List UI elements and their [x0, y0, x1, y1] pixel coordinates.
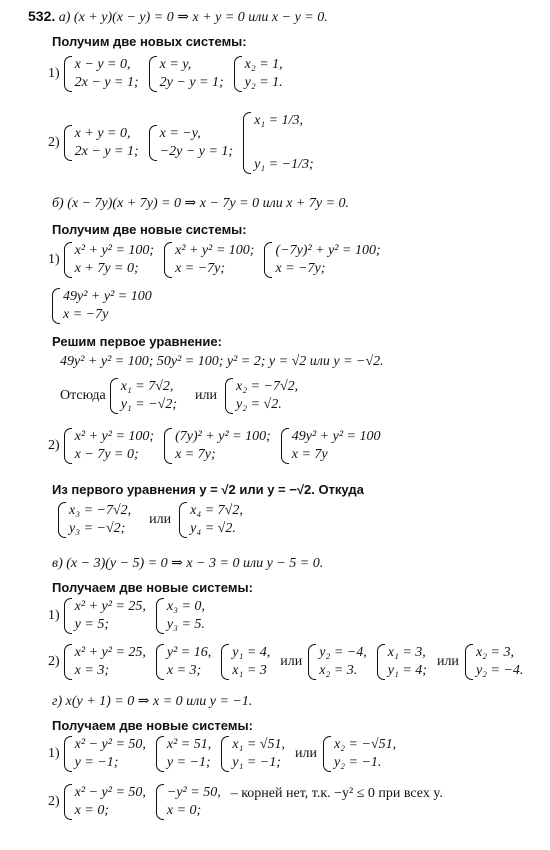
part-a-systems-2: 2) x + y = 0, 2x − y = 1; x = −y, −2y − y = 1; x₁ = 1/3, y₁ = −1/3; — [48, 113, 314, 172]
part-b-header: б) (x − 7y)(x + 7y) = 0 ⇒ x − 7y = 0 или x + 7y = 0. — [52, 196, 350, 211]
system: x² + y² = 100; x + 7y = 0; — [64, 242, 154, 278]
system: x² + y² = 25, y = 5; — [64, 598, 146, 634]
part-a-intro: Получим две новых системы: — [52, 34, 247, 49]
part-b-hence: Отсюда x₁ = 7√2, y₁ = −√2; или x₂ = −7√2, y₂ = √2. — [60, 379, 299, 412]
part-b-solve-line: 49y² + y² = 100; 50y² = 100; y² = 2; y = √2 или y = −√2. — [60, 354, 384, 369]
system: x² − y² = 50, y = −1; — [64, 736, 146, 772]
part-v-intro: Получаем две новые системы: — [52, 580, 253, 595]
system: (−7y)² + y² = 100; x = −7y; — [264, 242, 380, 278]
system: 49y² + y² = 100 x = 7y — [281, 428, 381, 464]
part-a-header: 532. а) (x + y)(x − y) = 0 ⇒ x + y = 0 или x − y = 0. — [28, 8, 328, 25]
problem-number: 532. — [28, 8, 56, 24]
system: x = y, 2y − y = 1; — [149, 56, 224, 92]
part-g-header: г) x(y + 1) = 0 ⇒ x = 0 или y = −1. — [52, 694, 253, 709]
part-g-intro: Получаем две новые системы: — [52, 718, 253, 733]
system: y² = 16, x = 3; — [156, 644, 211, 680]
system: x₂ = 1, y₂ = 1. — [234, 56, 283, 92]
system: x = −y, −2y − y = 1; — [149, 125, 233, 161]
system: x₃ = 0, y₃ = 5. — [156, 598, 205, 634]
system: x₂ = −7√2, y₂ = √2. — [225, 378, 298, 414]
system: x₁ = 7√2, y₁ = −√2; — [110, 378, 177, 414]
part-b-intro: Получим две новые системы: — [52, 222, 247, 237]
part-b-systems-1: 1) x² + y² = 100; x + 7y = 0; x² + y² = 100; x = −7y; (−7y)² + y² = 100; x = −7y; — [48, 243, 381, 276]
part-b-results: x₃ = −7√2, y₃ = −√2; или x₄ = 7√2, y₄ = √2. — [58, 502, 253, 538]
system: x² + y² = 100; x − 7y = 0; — [64, 428, 154, 464]
system: −y² = 50, x = 0; — [156, 784, 221, 820]
part-v-systems-1: 1) x² + y² = 25, y = 5; x₃ = 0, y₃ = 5. — [48, 599, 205, 632]
system: x² + y² = 25, x = 3; — [64, 644, 146, 680]
system: (7y)² + y² = 100; x = 7y; — [164, 428, 271, 464]
part-a-systems-1: 1) x − y = 0, 2x − y = 1; x = y, 2y − y = 1; x₂ = 1, y₂ = 1. — [48, 57, 283, 90]
part-b-from-first: Из первого уравнения y = √2 или y = −√2. Откуда — [52, 482, 364, 497]
no-roots-note: – корней нет, т.к. −y² ≤ 0 при всех y. — [230, 786, 443, 801]
system: 49y² + y² = 100 x = −7y — [52, 288, 152, 324]
system: x² + y² = 100; x = −7y; — [164, 242, 254, 278]
system: x₃ = −7√2, y₃ = −√2; — [58, 502, 131, 538]
part-v-systems-2: 2) x² + y² = 25, x = 3; y² = 16, x = 3; y₁ = 4, x₁ = 3 или y₂ = −4, x₂ = 3. x₁ = 3, y₁ = 4; или x₂ = 3, y₂ = −4. — [48, 645, 524, 678]
part-g-systems-2: 2) x² − y² = 50, x = 0; −y² = 50, x = 0; – корней нет, т.к. −y² ≤ 0 при всех y. — [48, 785, 443, 818]
system: x₁ = 1/3, y₁ = −1/3; — [243, 112, 314, 174]
system: x² − y² = 50, x = 0; — [64, 784, 146, 820]
system: x + y = 0, 2x − y = 1; — [64, 125, 139, 161]
system: y₁ = 4, x₁ = 3 — [221, 644, 270, 680]
system: x₄ = 7√2, y₄ = √2. — [179, 502, 243, 538]
system: x₁ = √51, y₁ = −1; — [221, 736, 285, 772]
part-v-header: в) (x − 3)(y − 5) = 0 ⇒ x − 3 = 0 или y − 5 = 0. — [52, 556, 324, 571]
system: y₂ = −4, x₂ = 3. — [308, 644, 366, 680]
part-g-systems-1: 1) x² − y² = 50, y = −1; x² = 51, y = −1; x₁ = √51, y₁ = −1; или x₂ = −√51, y₂ = −1. — [48, 737, 397, 770]
part-b-system-substituted — [52, 288, 162, 324]
part-b-solve-intro: Решим первое уравнение: — [52, 334, 222, 349]
system: x₁ = 3, y₁ = 4; — [377, 644, 427, 680]
system: x − y = 0, 2x − y = 1; — [64, 56, 139, 92]
part-b-systems-2: 2) x² + y² = 100; x − 7y = 0; (7y)² + y² = 100; x = 7y; 49y² + y² = 100 x = 7y — [48, 429, 381, 462]
system: x₂ = 3, y₂ = −4. — [465, 644, 523, 680]
system: x₂ = −√51, y₂ = −1. — [323, 736, 396, 772]
system: x² = 51, y = −1; — [156, 736, 211, 772]
